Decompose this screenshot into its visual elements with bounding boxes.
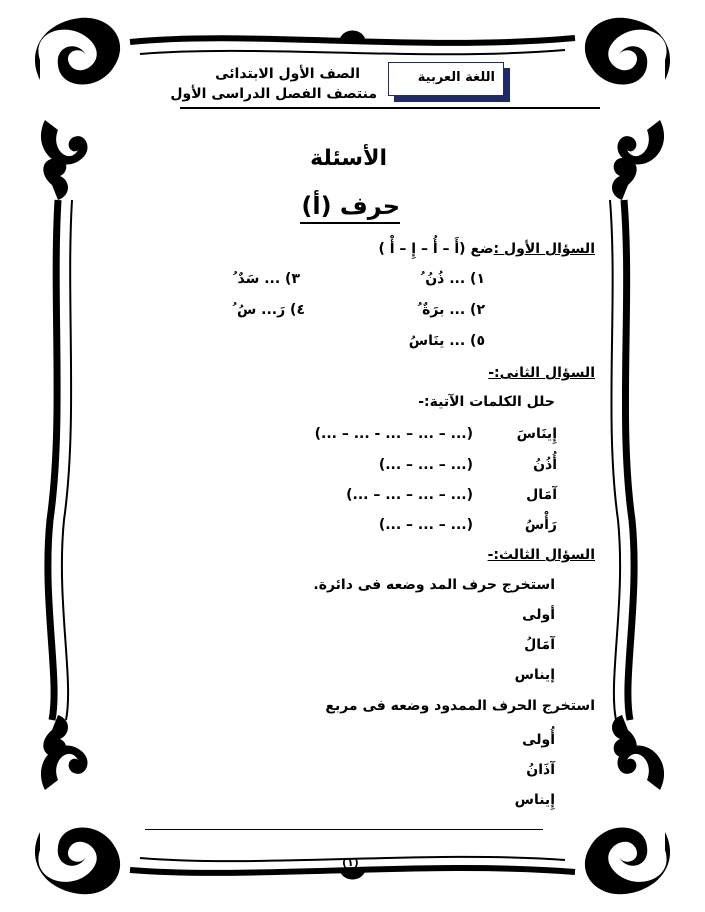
q3-word-2-3: إِيناس	[514, 792, 555, 808]
q2-parts-2: (... – ... – ...)	[378, 457, 473, 473]
q2-word-4: رَأْسُ	[524, 517, 557, 533]
q3-word-2-1: أُولى	[522, 732, 555, 748]
q3-word-2-2: آذَانُ	[526, 762, 555, 778]
q1-label: السؤال الأول :	[493, 241, 595, 257]
q1-item-1: ١) ... ذُنُ ُ	[420, 271, 485, 287]
q1-item-2: ٢) ... برَةٌ ُ	[417, 302, 485, 318]
page-number: (١)	[342, 856, 359, 869]
subject-box	[388, 62, 512, 102]
q2-word-1: إِينَاسَ	[516, 426, 557, 442]
q1-item-5: ٥) ... ينَاسُ	[408, 333, 485, 349]
q3-word-1-1: أولى	[522, 607, 555, 623]
q2-label: السؤال الثانى:-	[488, 365, 595, 381]
q2-word-3: آمَال	[526, 487, 557, 503]
q2-instruction: حلل الكلمات الآتية:-	[418, 394, 555, 410]
q1-item-4: ٤) رَ... سُ ُ	[232, 302, 305, 318]
q2-word-2: أُذُنُ	[533, 457, 557, 473]
letter-title: حرف (أ)	[301, 192, 400, 220]
q1-instruction: ضع (أَ – أُ – إِ – أْ )	[378, 241, 494, 257]
footer-divider	[145, 829, 543, 830]
q2-parts-4: (... – ... – ...)	[378, 517, 473, 533]
grade-label: الصف الأول الابتدائى	[215, 66, 360, 82]
q3-label: السؤال الثالث:-	[487, 547, 595, 563]
page-title: الأسئلة	[310, 146, 387, 171]
q3-instruction-2: استخرج الحرف الممدود وضعه فى مربع	[325, 698, 595, 714]
q3-word-1-2: آمَالُ	[524, 637, 555, 653]
header-divider	[180, 107, 600, 109]
q1-item-3: ٣) ... سَدٌ ُ	[232, 271, 300, 287]
q1-row	[378, 241, 595, 257]
q3-word-1-3: إيناس	[514, 667, 555, 683]
subject-label: اللغة العربية	[417, 70, 495, 85]
q2-parts-1: (... – ... - ... – ... – ...)	[314, 426, 473, 442]
term-label: منتصف الفصل الدراسى الأول	[170, 86, 377, 102]
q3-instruction-1: استخرج حرف المد وضعه فى دائرة.	[313, 577, 555, 593]
q2-parts-3: (... – ... – ... – ...)	[346, 487, 473, 503]
letter-title-underline	[300, 222, 400, 224]
